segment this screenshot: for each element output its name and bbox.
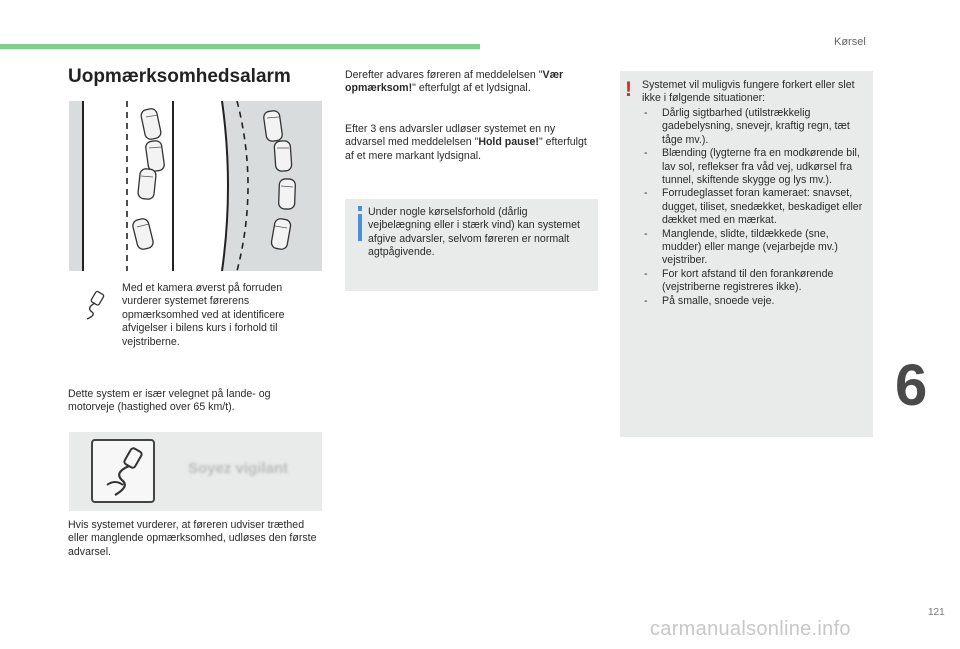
camera-description: Med et kamera øverst på forruden vurderer systemet førerens opmærksomhed ved at identificere afvigelser i bilens kurs i forhold til vejstriberne.	[122, 282, 285, 348]
message-one-text: Derefter advares føreren af meddelelsen "Vær opmærksom!" efterfulgt af et lydsignal.	[345, 69, 564, 95]
attention-alert-icon	[91, 439, 155, 503]
warning-list	[642, 107, 870, 308]
message-two-text: Efter 3 ens advarsler udløser systemet en ny advarsel med meddelelsen "Hold pause!" efterfulgt af et mere markant lydsignal.	[345, 123, 587, 162]
top-accent-bar	[0, 44, 480, 49]
page-number: 121	[928, 607, 945, 618]
list-item: - På smalle, snoede veje.	[644, 294, 775, 307]
warning-intro: Systemet vil muligvis fungere forkert eller slet ikke i følgende situationer:	[642, 79, 855, 105]
warning-exclamation-icon: !	[625, 78, 632, 101]
info-text: Under nogle kørselsforhold (dårlig vejbelægning eller i stærk vind) kan systemet afgive advarsler, selvom føreren er normalt agtpågivende.	[368, 206, 580, 259]
page-title: Uopmærksomhedsalarm	[68, 66, 291, 87]
list-item: - For kort afstand til den forankørende (vejstriberne registreres ikke).	[644, 267, 834, 294]
section-title: Kørsel	[834, 36, 866, 48]
display-message-label: Soyez vigilant	[188, 460, 289, 477]
chapter-number: 6	[895, 353, 928, 418]
message-one-bold: Vær opmærksom!	[345, 69, 564, 95]
list-item: - Forrudeglasset foran kameraet: snavset, dugget, tiliset, snedækket, beskadiget eller dækket med en mærkat.	[644, 187, 863, 227]
first-alert-text: Hvis systemet vurderer, at føreren udviser træthed eller manglende opmærksomhed, udløses den første advarsel.	[68, 519, 317, 558]
suitability-text: Dette system er især velegnet på lande- og motorveje (hastighed over 65 km/t).	[68, 388, 271, 414]
lane-drift-illustration	[69, 101, 322, 271]
list-item: - Manglende, slidte, tildækkede (sne, mudder) eller mange (vejarbejde mv.) vejstriber.	[644, 227, 838, 267]
watermark: carmanualsonline.info	[650, 618, 851, 640]
list-item: - Blænding (lygterne fra en modkørende bil, lav sol, reflekser fra våd vej, udkørsel fra tunnel, skiftende skygge og lys mv.).	[644, 147, 860, 187]
list-item: - Dårlig sigtbarhed (utilstrækkelig gadebelysning, snevejr, kraftig regn, tæt tåge mv.).	[644, 107, 850, 146]
info-icon	[353, 206, 367, 241]
lane-camera-icon	[82, 290, 106, 320]
message-two-bold: Hold pause!	[478, 136, 539, 149]
